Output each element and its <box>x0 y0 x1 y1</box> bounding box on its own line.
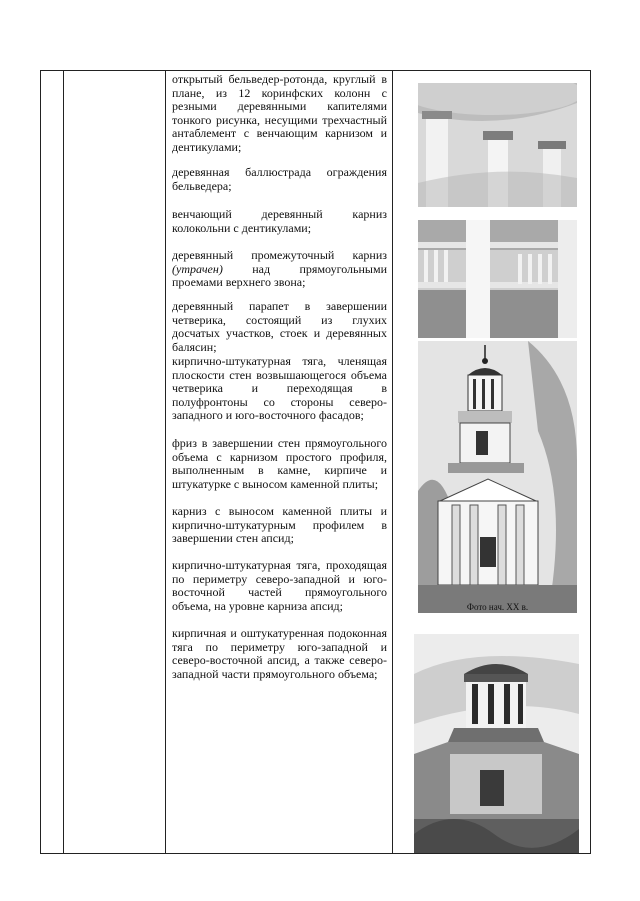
photo-balustrade <box>418 220 577 338</box>
paragraph-apse-cornice: карниз с выносом каменной плиты и кирпично-штукатурным профилем в завершении стен апсид; <box>172 504 387 546</box>
photo-caption: Фото нач. XX в. <box>466 602 529 612</box>
church-historic-image <box>418 341 577 613</box>
photo-rotunda-columns <box>418 83 577 207</box>
intermediate-cornice-text: деревянный промежуточный карниз <box>172 248 387 262</box>
photo-bell-tower <box>414 634 579 853</box>
paragraph-perimeter-band: кирпично-штукатурная тяга, проходящая по периметру северо-западной и юго-восточной частей прямоугольного объема, на уровне карниза апсид; <box>172 558 387 613</box>
paragraph-intermediate-cornice <box>172 249 387 290</box>
paragraph-bell-cornice: венчающий деревянный карниз колокольни с дентикулами; <box>172 207 387 235</box>
balustrade-image <box>418 220 577 338</box>
paragraph-balustrade: деревянная баллюстрада ограждения бельведера; <box>172 165 387 193</box>
column-divider-3 <box>392 71 393 853</box>
rotunda-columns-image <box>418 83 577 207</box>
description-table <box>40 70 591 854</box>
paragraph-parapet: деревянный парапет в завершении четверика, состоящий из глухих досчатых участков, стоек и деревянных балясин; <box>172 299 387 354</box>
paragraph-frieze: фриз в завершении стен прямоугольного объема с карнизом простого профиля, выполненным в камне, кирпиче и штукатурке с выносом каменной плиты; <box>172 436 387 491</box>
photo-church-historic <box>418 341 577 613</box>
paragraph-sill-band: кирпичная и оштукатуренная подоконная тяга по периметру юго-западной и северо-восточной апсид, а также северо-западной части прямоугольного объема; <box>172 626 387 681</box>
paragraph-rotunda: открытый бельведер-ротонда, круглый в плане, из 12 коринфских колонн с резными деревянными капителями тонкого рисунка, несущими трехчастный антаблемент с венчающим карнизом и дентикулами; <box>172 72 387 154</box>
paragraph-brick-band: кирпично-штукатурная тяга, членящая плоскости стен возвышающегося объема четверика и переходящая в полуфронтоны со стороны северо-западного и юго-восточного фасадов; <box>172 354 387 423</box>
column-divider-2 <box>165 71 166 853</box>
lost-note: (утрачен) <box>172 261 223 276</box>
column-divider-1 <box>63 71 64 853</box>
intermediate-cornice-text-2: над прямоугольными проемами верхнего звона; <box>172 261 388 290</box>
bell-tower-image <box>414 634 579 853</box>
